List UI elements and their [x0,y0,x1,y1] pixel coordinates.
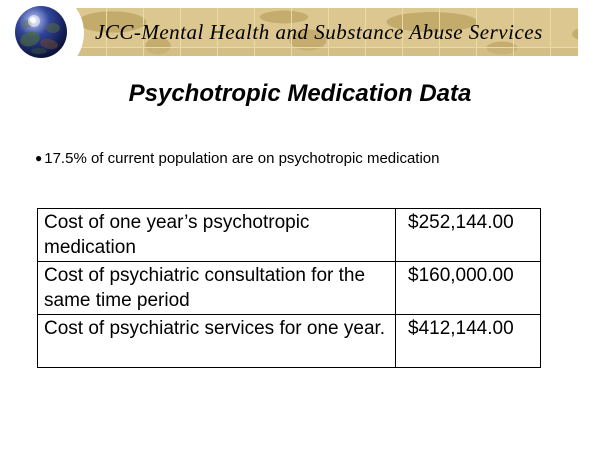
table-row [38,262,541,315]
table-row [38,315,541,368]
page-title: Psychotropic Medication Data [128,80,472,107]
cost-label-cell: Cost of psychiatric consultation for the same time period [38,262,396,315]
bullet-item [35,149,440,168]
cost-value-cell: $160,000.00 [396,262,541,315]
cost-label-cell: Cost of psychiatric services for one year. [38,315,396,368]
bullet-text: 17.5% of current population are on psychotropic medication [44,150,440,167]
cost-value-cell: $252,144.00 [396,209,541,262]
globe-icon [15,6,67,58]
table-row [38,209,541,262]
cost-table [37,208,541,368]
cost-value-cell: $412,144.00 [396,315,541,368]
cost-label-cell: Cost of one year’s psychotropic medication [38,209,396,262]
banner-title: JCC-Mental Health and Substance Abuse Services [95,20,543,44]
header-banner [70,8,578,56]
bullet-marker: ● [35,151,43,165]
